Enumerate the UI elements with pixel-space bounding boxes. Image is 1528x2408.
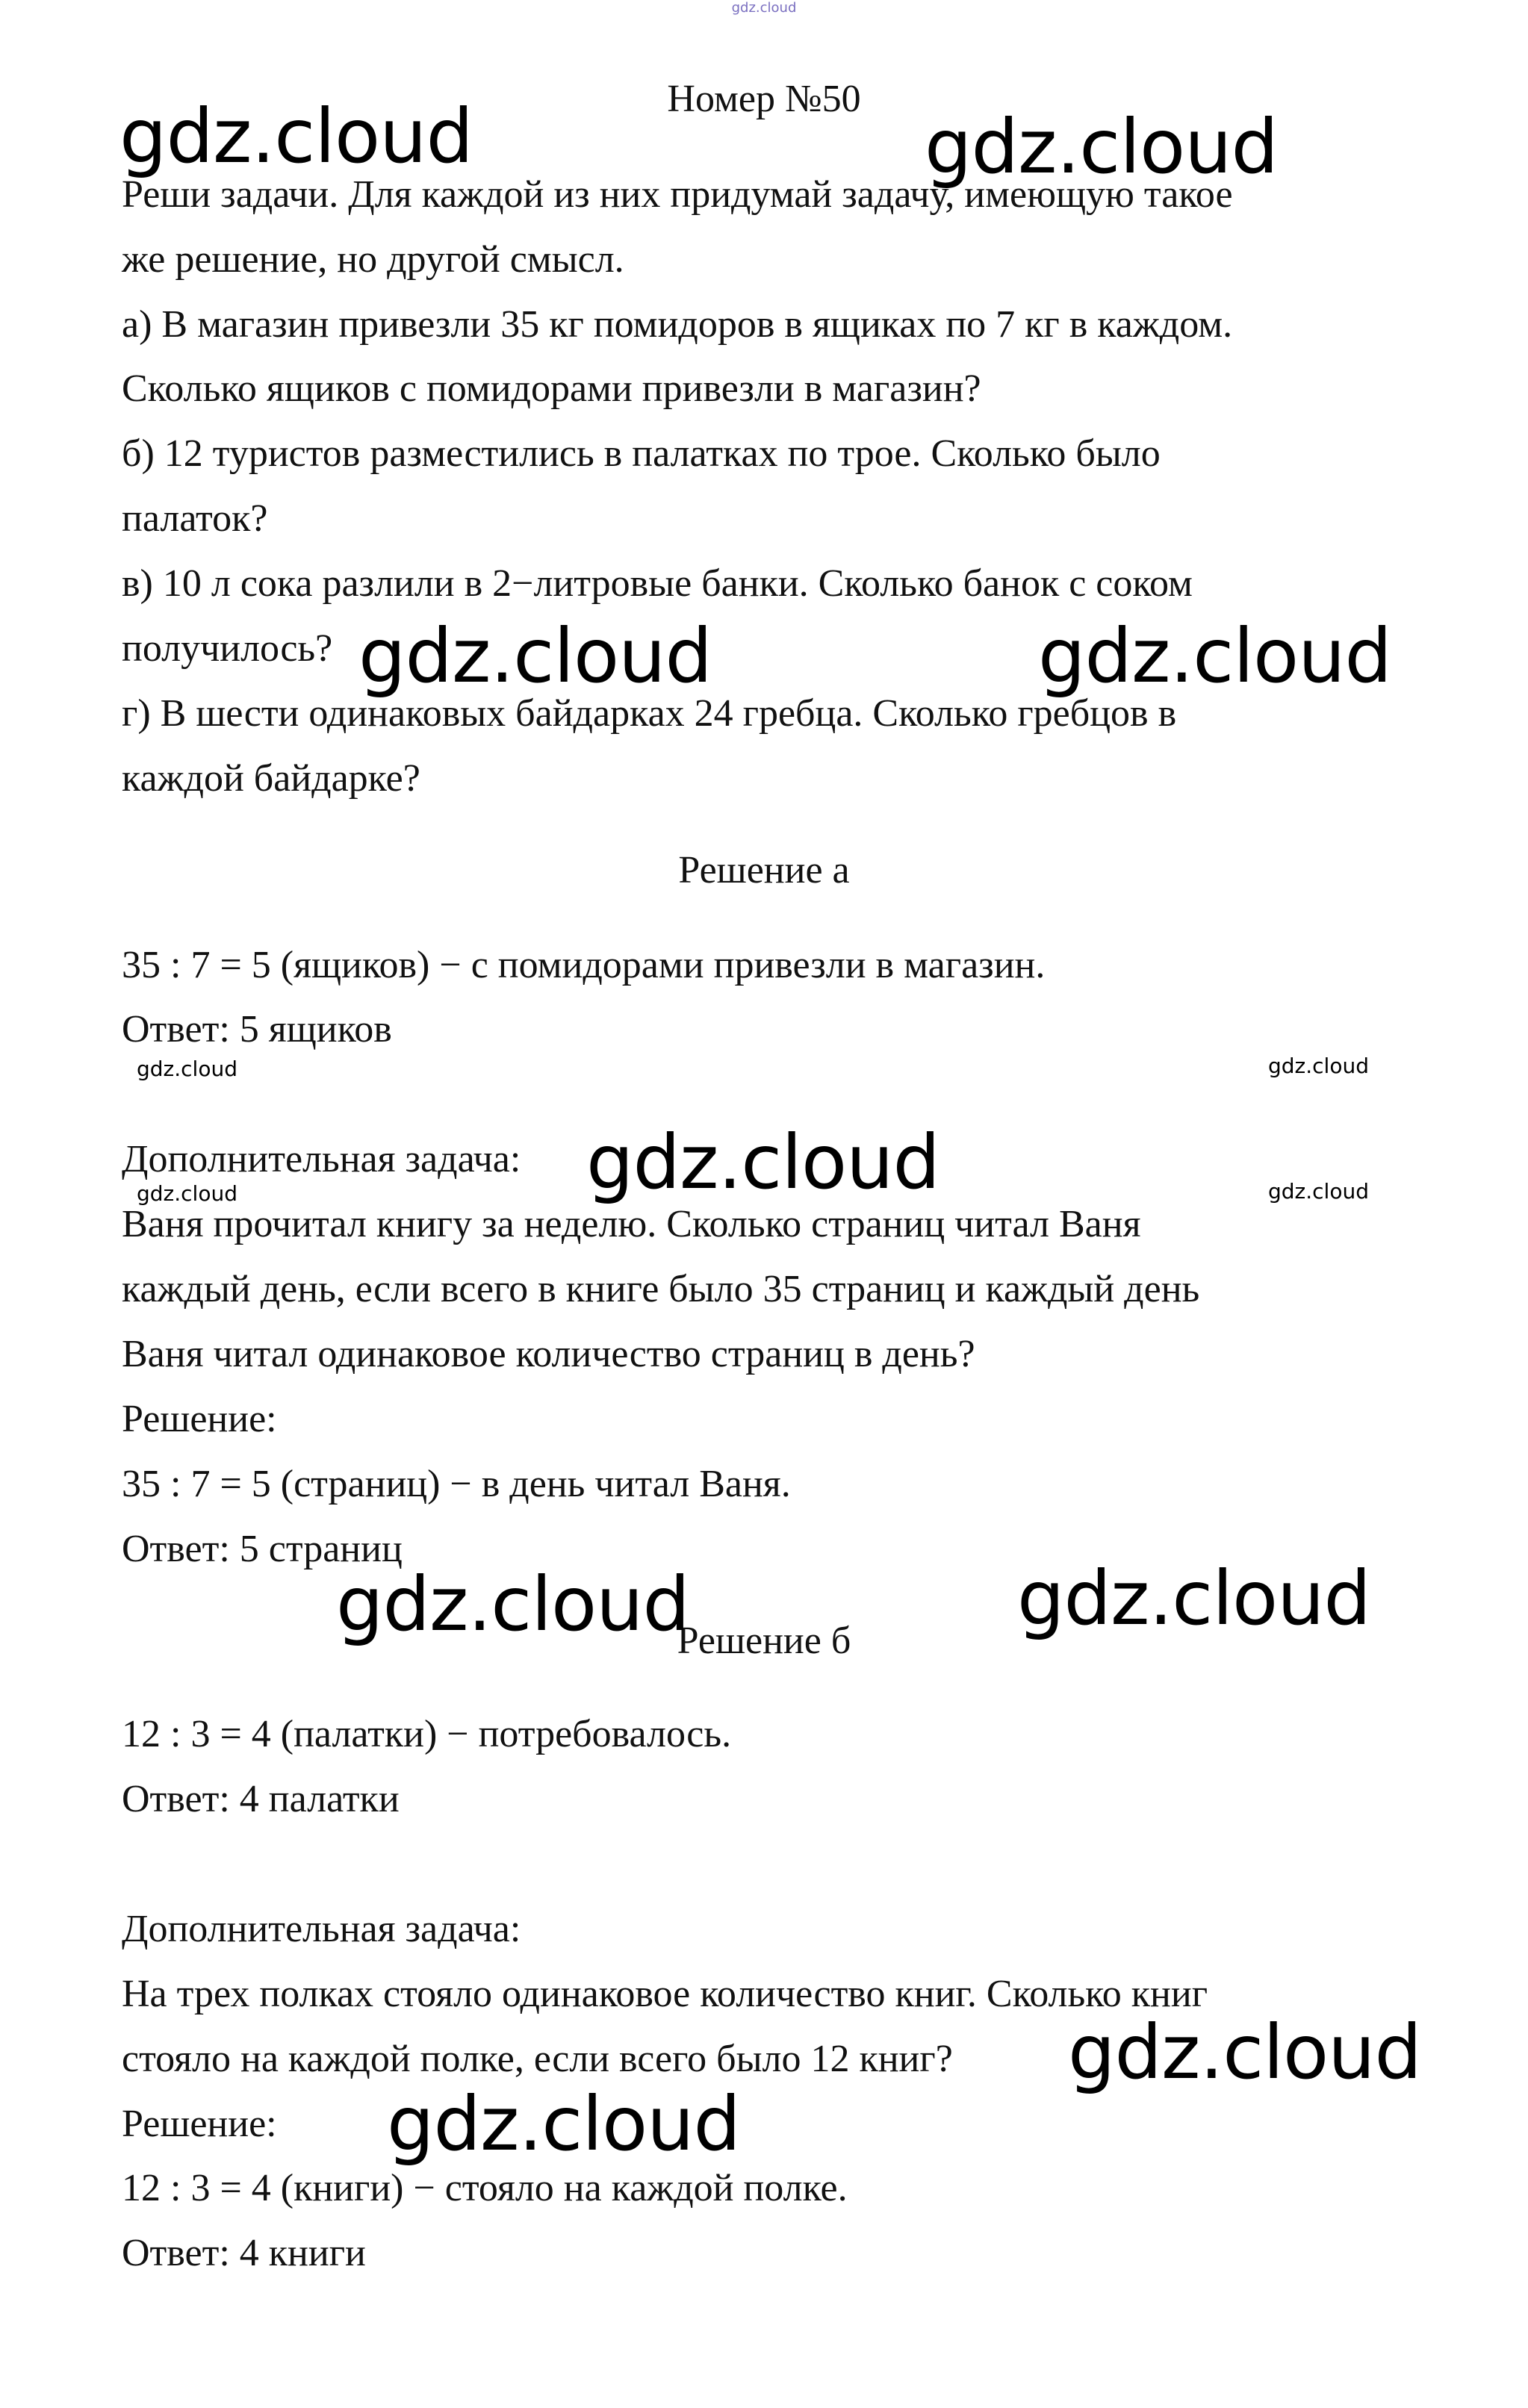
watermark-big: gdz.cloud: [336, 1561, 690, 1648]
watermark-small: gdz.cloud: [137, 1181, 237, 1206]
task-item-b-line-2: палаток?: [122, 497, 268, 540]
solution-b-extra-answer: Ответ: 4 книги: [122, 2232, 366, 2274]
watermark-big: gdz.cloud: [387, 2080, 741, 2168]
task-intro-line-2: же решение, но другой смысл.: [122, 238, 624, 281]
solution-a-extra-equation: 35 : 7 = 5 (страниц) − в день читал Ваня.: [122, 1463, 791, 1505]
solution-b-extra-equation: 12 : 3 = 4 (книги) − стояло на каждой полке.: [122, 2167, 848, 2209]
watermark-big: gdz.cloud: [586, 1119, 940, 1206]
task-item-g-line-1: г) В шести одинаковых байдарках 24 гребца. Сколько гребцов в: [122, 692, 1177, 735]
task-item-v-line-1: в) 10 л сока разлили в 2−литровые банки. Сколько банок с соком: [122, 562, 1193, 605]
page-title: Номер №50: [667, 78, 861, 120]
solution-b-heading: Решение б: [677, 1620, 851, 1662]
solution-a-extra-label: Дополнительная задача:: [122, 1138, 521, 1180]
watermark-small: gdz.cloud: [1268, 1054, 1369, 1078]
watermark-big: gdz.cloud: [358, 612, 712, 700]
solution-a-extra-text-3: Ваня читал одинаковое количество страниц в день?: [122, 1333, 975, 1375]
task-item-a-line-2: Сколько ящиков с помидорами привезли в магазин?: [122, 367, 981, 410]
solution-a-extra-text-2: каждый день, если всего в книге было 35 страниц и каждый день: [122, 1268, 1200, 1310]
task-item-g-line-2: каждой байдарке?: [122, 757, 420, 800]
solution-b-answer: Ответ: 4 палатки: [122, 1778, 400, 1820]
solution-b-extra-text-1: На трех полках стояло одинаковое количество книг. Сколько книг: [122, 1973, 1208, 2015]
solution-a-extra-answer: Ответ: 5 страниц: [122, 1528, 403, 1570]
watermark-small: gdz.cloud: [1268, 1179, 1369, 1204]
watermark-big: gdz.cloud: [1038, 612, 1392, 700]
solution-b-extra-label: Дополнительная задача:: [122, 1908, 521, 1950]
solution-b-equation: 12 : 3 = 4 (палатки) − потребовалось.: [122, 1713, 732, 1755]
solution-b-extra-text-2: стояло на каждой полке, если всего было 12 книг?: [122, 2038, 953, 2080]
solution-a-extra-solution-label: Решение:: [122, 1398, 277, 1440]
solution-a-extra-text-1: Ваня прочитал книгу за неделю. Сколько страниц читал Ваня: [122, 1203, 1141, 1245]
task-item-v-line-2: получилось?: [122, 627, 333, 670]
task-item-a-line-1: а) В магазин привезли 35 кг помидоров в ящиках по 7 кг в каждом.: [122, 303, 1233, 346]
solution-a-answer: Ответ: 5 ящиков: [122, 1008, 392, 1051]
solution-a-equation: 35 : 7 = 5 (ящиков) − с помидорами привезли в магазин.: [122, 944, 1046, 986]
solution-b-extra-solution-label: Решение:: [122, 2103, 277, 2145]
watermark-small: gdz.cloud: [137, 1057, 237, 1081]
watermark-big: gdz.cloud: [1017, 1555, 1371, 1642]
task-intro-line-1: Реши задачи. Для каждой из них придумай задачу, имеющую такое: [122, 173, 1233, 216]
task-item-b-line-1: б) 12 туристов разместились в палатках по трое. Сколько было: [122, 432, 1161, 475]
watermark-big: gdz.cloud: [119, 93, 473, 180]
top-watermark: gdz.cloud: [731, 0, 797, 16]
watermark-big: gdz.cloud: [925, 103, 1279, 190]
watermark-big: gdz.cloud: [1068, 2009, 1422, 2096]
solution-a-heading: Решение а: [678, 849, 850, 892]
